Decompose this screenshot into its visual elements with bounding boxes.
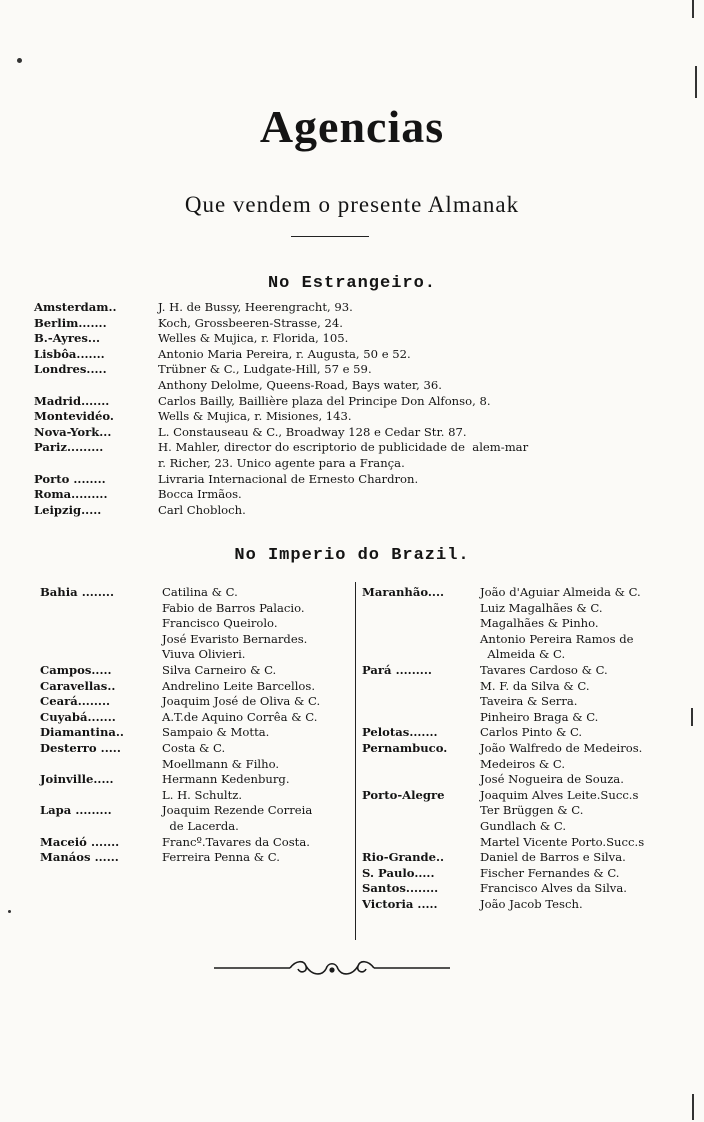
agency-entry xyxy=(362,881,682,897)
agent-line: João d'Aguiar Almeida & C. xyxy=(480,585,641,599)
agent-line: Costa & C. xyxy=(162,740,226,755)
margin-speck xyxy=(692,1094,694,1120)
agency-entry xyxy=(362,866,682,882)
agency-entry xyxy=(34,440,674,471)
city-name: Londres..... xyxy=(34,362,107,377)
agent-line: Ferreira Penna & C. xyxy=(162,850,280,865)
agency-entry xyxy=(34,503,674,519)
city-name: Cuyabá....... xyxy=(40,709,116,724)
agent-line: Joaquim Rezende Correia xyxy=(162,803,313,818)
agent-line: Moellmann & Filho. xyxy=(162,756,280,771)
city-name: Lisbôa....... xyxy=(34,346,105,361)
city-name: Lapa ......... xyxy=(40,803,112,818)
agent-line: Welles & Mujica, r. Florida, 105. xyxy=(158,331,349,346)
city-name: Amsterdam.. xyxy=(34,300,117,314)
city-name: Campos..... xyxy=(40,662,112,677)
agent-line: J. H. de Bussy, Heerengracht, 93. xyxy=(158,300,353,314)
column-divider xyxy=(355,582,356,940)
agency-entry xyxy=(362,725,682,741)
city-name: Porto ........ xyxy=(34,471,106,486)
agent-line: Fischer Fernandes & C. xyxy=(480,865,620,880)
agent-line: João Jacob Tesch. xyxy=(480,896,583,911)
margin-speck xyxy=(691,708,693,726)
page-subtitle: Que vendem o presente Almanak xyxy=(184,192,520,217)
agent-line: Trübner & C., Ludgate-Hill, 57 e 59. xyxy=(158,362,372,377)
agent-line: Fabio de Barros Palacio. xyxy=(162,600,305,615)
agent-line: A.T.de Aquino Corrêa & C. xyxy=(162,709,318,724)
agent-line: Livraria Internacional de Ernesto Chardron. xyxy=(158,471,419,486)
agent-line: Viuva Olivieri. xyxy=(162,647,246,662)
agent-line: Catilina & C. xyxy=(162,585,238,599)
agent-line: Carlos Bailly, Baillière plaza del Principe Don Alfonso, 8. xyxy=(158,393,491,408)
agent-line: L. H. Schultz. xyxy=(162,787,243,802)
brazil-agency-list-right xyxy=(362,585,682,912)
city-name: Joinville..... xyxy=(40,772,114,787)
city-name: S. Paulo..... xyxy=(362,865,435,880)
foreign-heading: No Estrangeiro. xyxy=(267,274,437,293)
agency-entry xyxy=(34,362,674,393)
agent-line: M. F. da Silva & C. xyxy=(480,678,590,693)
city-name: Berlim....... xyxy=(34,315,107,330)
agent-line: José Evaristo Bernardes. xyxy=(162,631,308,646)
city-name: B.-Ayres... xyxy=(34,331,101,346)
agent-line: r. Richer, 23. Unico agente para a França. xyxy=(158,455,405,470)
agent-line: Daniel de Barros e Silva. xyxy=(480,850,626,865)
agent-line: Bocca Irmãos. xyxy=(158,487,242,502)
agency-entry xyxy=(40,772,352,803)
city-name: Nova-York... xyxy=(34,424,112,439)
agent-line: Silva Carneiro & C. xyxy=(162,662,277,677)
agent-line: Anthony Delolme, Queens-Road, Bays water, 36. xyxy=(158,377,442,392)
agent-line: Andrelino Leite Barcellos. xyxy=(162,678,316,693)
foreign-agency-list xyxy=(34,300,674,518)
agent-line: Sampaio & Motta. xyxy=(162,725,270,740)
city-name: Bahia ........ xyxy=(40,585,114,599)
agency-entry xyxy=(362,741,682,788)
agency-entry xyxy=(34,316,674,332)
agent-line: Medeiros & C. xyxy=(480,756,566,771)
agency-entry xyxy=(40,710,352,726)
agent-line: Pinheiro Braga & C. xyxy=(480,709,599,724)
city-name: Porto-Alegre xyxy=(362,787,445,802)
city-name: Ceará........ xyxy=(40,694,111,709)
agency-entry xyxy=(362,788,682,850)
agent-line: Taveira & Serra. xyxy=(480,694,578,709)
agent-line: Carlos Pinto & C. xyxy=(480,725,583,740)
agency-entry xyxy=(34,425,674,441)
agent-line: Antonio Pereira Ramos de xyxy=(480,631,634,646)
agency-entry xyxy=(40,741,352,772)
city-name: Madrid....... xyxy=(34,393,110,408)
page-title: Agencias xyxy=(259,101,445,152)
margin-speck xyxy=(17,58,22,63)
agent-line: Francisco Alves da Silva. xyxy=(480,881,627,896)
city-name: Desterro ..... xyxy=(40,740,121,755)
city-name: Victoria ..... xyxy=(362,896,438,911)
agent-line: Ter Brüggen & C. xyxy=(480,803,584,818)
agent-line: Joaquim Alves Leite.Succ.s xyxy=(480,787,639,802)
ornament-flourish-icon xyxy=(212,956,452,980)
agent-line: Martel Vicente Porto.Succ.s xyxy=(480,834,645,849)
agency-entry xyxy=(40,585,352,663)
agent-line: Almeida & C. xyxy=(480,647,566,662)
agency-entry xyxy=(362,585,682,663)
agency-entry xyxy=(362,850,682,866)
city-name: Maceió ....... xyxy=(40,834,120,849)
city-name: Pernambuco. xyxy=(362,740,448,755)
agency-entry xyxy=(40,694,352,710)
agent-line: Hermann Kedenburg. xyxy=(162,772,290,787)
agent-line: Antonio Maria Pereira, r. Augusta, 50 e 52. xyxy=(158,346,411,361)
city-name: Rio-Grande.. xyxy=(362,850,445,865)
brazil-agency-list-left xyxy=(40,585,352,866)
agent-line: de Lacerda. xyxy=(162,818,239,833)
agent-line: Francisco Queirolo. xyxy=(162,616,278,631)
agency-entry xyxy=(34,300,674,316)
margin-speck xyxy=(8,910,11,913)
agent-line: Gundlach & C. xyxy=(480,818,567,833)
title-rule xyxy=(291,236,369,237)
agency-entry xyxy=(34,331,674,347)
agent-line: João Walfredo de Medeiros. xyxy=(480,740,643,755)
agency-entry xyxy=(34,409,674,425)
agent-line: Wells & Mujica, r. Misiones, 143. xyxy=(158,409,352,424)
city-name: Roma......... xyxy=(34,487,108,502)
agency-entry xyxy=(362,897,682,913)
agency-entry xyxy=(40,663,352,679)
city-name: Diamantina.. xyxy=(40,725,124,740)
city-name: Santos........ xyxy=(362,881,439,896)
agent-line: Koch, Grossbeeren-Strasse, 24. xyxy=(158,315,343,330)
city-name: Manáos ...... xyxy=(40,850,119,865)
agency-entry xyxy=(40,850,352,866)
agency-entry xyxy=(34,472,674,488)
agent-line: L. Constauseau & C., Broadway 128 e Cedar Str. 87. xyxy=(158,424,467,439)
agent-line: Tavares Cardoso & C. xyxy=(480,662,608,677)
city-name: Leipzig..... xyxy=(34,502,102,517)
brazil-heading: No Imperio do Brazil. xyxy=(234,546,470,565)
city-name: Montevidéo. xyxy=(34,409,114,424)
agency-entry xyxy=(362,663,682,725)
margin-speck xyxy=(695,66,697,98)
agent-line: Magalhães & Pinho. xyxy=(480,616,599,631)
agent-line: H. Mahler, director do escriptorio de publicidade de alem-mar xyxy=(158,440,529,455)
agency-entry xyxy=(34,347,674,363)
city-name: Pariz......... xyxy=(34,440,104,455)
agency-entry xyxy=(40,835,352,851)
agent-line: José Nogueira de Souza. xyxy=(480,772,624,787)
agent-line: Joaquim José de Oliva & C. xyxy=(162,694,321,709)
agent-line: Francº.Tavares da Costa. xyxy=(162,834,310,849)
city-name: Maranhão.... xyxy=(362,585,445,599)
margin-speck xyxy=(692,0,694,18)
agency-entry xyxy=(40,803,352,834)
agency-entry xyxy=(40,679,352,695)
agency-entry xyxy=(40,725,352,741)
city-name: Pelotas....... xyxy=(362,725,438,740)
agent-line: Luiz Magalhães & C. xyxy=(480,600,603,615)
city-name: Pará ......... xyxy=(362,662,432,677)
city-name: Caravellas.. xyxy=(40,678,116,693)
agent-line: Carl Chobloch. xyxy=(158,502,246,517)
agency-entry xyxy=(34,394,674,410)
agency-entry xyxy=(34,487,674,503)
